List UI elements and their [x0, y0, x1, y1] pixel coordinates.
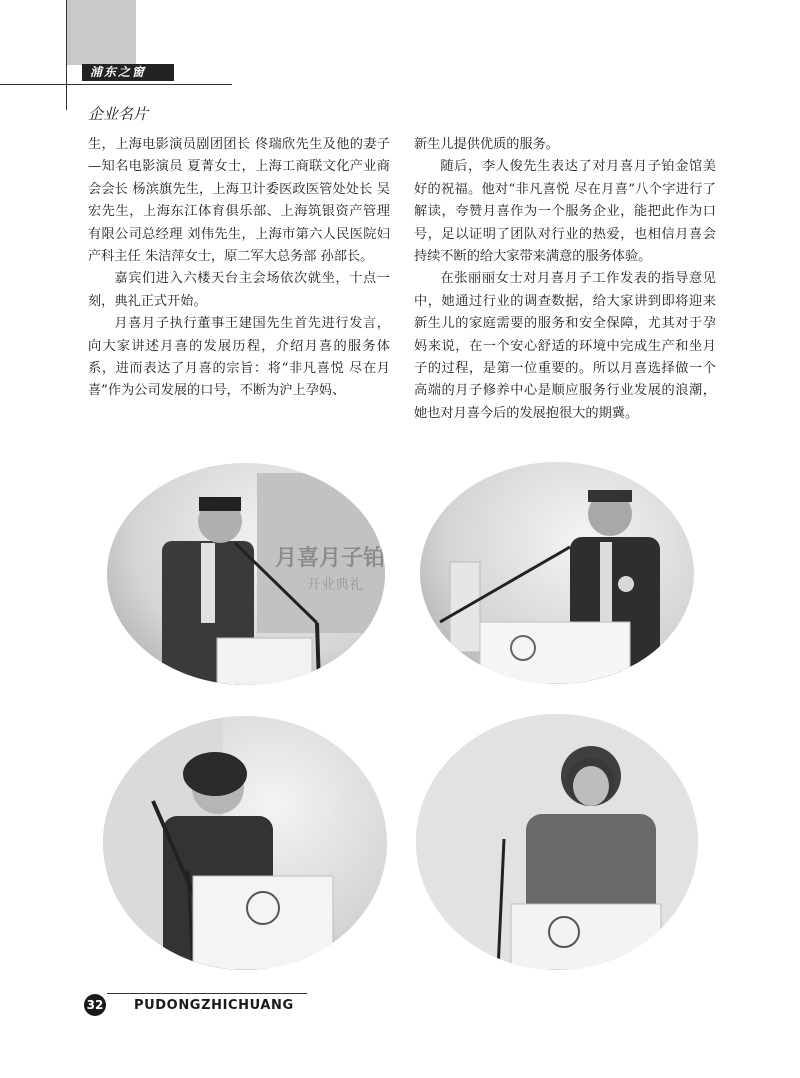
- header-horizontal-rule: [0, 84, 232, 85]
- header-vertical-rule: [66, 0, 67, 110]
- masthead-logo: 浦东之窗: [82, 64, 174, 81]
- paragraph: 在张丽丽女士对月喜月子工作发表的指导意见中，她通过行业的调查数据，给大家讲到即将迎来新生儿的家庭需要的服务和安全保障，尤其对于孕妈来说，在一个安心舒适的环境中完成生产和坐月子的过程，是第一位重要的。所以月喜选择做一个高端的月子修养中心是顺应服务行业发展的浪潮，她也对月喜今后的发展抱很大的期冀。: [414, 271, 716, 421]
- paragraph: 随后，李人俊先生表达了对月喜月子铂金馆美好的祝福。他对“非凡喜悦 尽在月喜”八个字进行了解读，夸赞月喜作为一个服务企业，能把此作为口号，足以证明了团队对行业的热爱，也相信月喜会持续不断的给大家带来满意的服务体验。: [414, 159, 716, 265]
- photo-speaker-4: [416, 714, 698, 970]
- paragraph: 生，上海电影演员剧团团长 佟瑞欣先生及他的妻子—知名电影演员 夏菁女士，上海工商联文化产业商会会长 杨滨旗先生，上海卫计委医政医管处处长 吴宏先生，上海东江体育俱乐部、上海筑银资产管理有限公司总经理 刘伟先生，上海市第六人民医院妇产科主任 朱洁萍女士，原二军大总务部 孙部长。: [88, 137, 390, 265]
- section-title: 企业名片: [88, 105, 149, 123]
- backdrop-text: 月喜月子铂: [275, 546, 385, 571]
- paragraph: 新生儿提供优质的服务。: [414, 137, 560, 152]
- backdrop-subtext: 开业典礼: [307, 577, 363, 593]
- photo-speaker-2: [420, 462, 694, 684]
- paragraph: 嘉宾们进入六楼天台主会场依次就坐，十点一刻，典礼正式开始。: [88, 271, 390, 309]
- page-number: 32: [84, 994, 106, 1016]
- header-grey-tab: [66, 0, 136, 65]
- photo-speaker-3: [103, 716, 387, 970]
- article-right-column: [414, 134, 716, 425]
- paragraph: 月喜月子执行董事王建国先生首先进行发言，向大家讲述月喜的发展历程，介绍月喜的服务体系，进而表达了月喜的宗旨：将“非凡喜悦 尽在月喜”作为公司发展的口号，不断为沪上孕妈、: [88, 316, 390, 399]
- photo-speaker-1: [107, 463, 385, 685]
- magazine-name: PUDONGZHICHUANG: [134, 998, 294, 1013]
- footer-rule: [107, 993, 307, 994]
- article-left-column: [88, 134, 390, 403]
